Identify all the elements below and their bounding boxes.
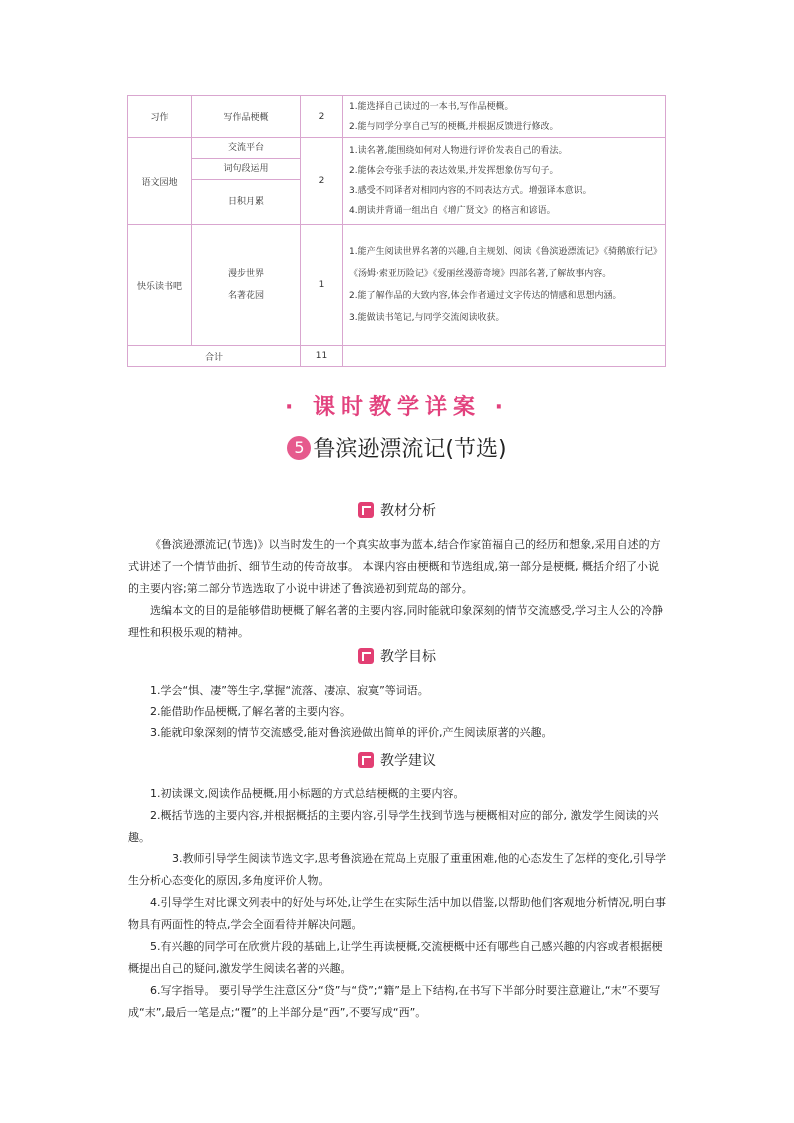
goal-line: 1.能产生阅读世界名著的兴趣,自主规划、阅读《鲁滨逊漂流记》《骑鹅旅行记》《汤姆·索亚历险记》《爱丽丝漫游奇境》四部名著,了解故事内容。 [349, 247, 658, 279]
goals-cell [343, 225, 666, 346]
content-cell: 写作品梗概 [192, 96, 301, 138]
content-cell [192, 138, 301, 225]
analysis-paragraph: 《鲁滨逊漂流记(节选)》以当时发生的一个真实故事为蓝本,结合作家笛福自己的经历和想象,采用自述的方式讲述了一个情节曲折、细节生动的传奇故事。 本课内容由梗概和节选组成,第一部分是梗概, 概括介绍了小说的主要内容;第二部分节选选取了小说中讲述了鲁滨逊初到荒岛的部分。 [128, 538, 661, 595]
table-row [128, 138, 666, 225]
goal-item: 3.能就印象深刻的情节交流感受,能对鲁滨逊做出简单的评价,产生阅读原著的兴趣。 [150, 726, 553, 739]
goal-line: 1.能选择自己读过的一本书,写作品梗概。 [349, 101, 514, 112]
table-row [128, 96, 666, 138]
total-hours: 11 [301, 346, 343, 367]
hours-cell: 2 [301, 138, 343, 225]
suggestion-item: 4.引导学生对比课文列表中的好处与坏处,让学生在实际生活中加以借鉴,以帮助他们客观地分析情况,明白事物具有两面性的特点,学会全面看待并解决问题。 [128, 896, 666, 931]
goal-line: 2.能与同学分享自己写的梗概,并根据反馈进行修改。 [349, 121, 559, 132]
total-label: 合计 [128, 346, 301, 367]
unit-cell: 语文园地 [128, 138, 192, 225]
suggestions-heading-text: 教学建议 [380, 753, 436, 769]
analysis-heading [0, 500, 794, 520]
content-cell [192, 225, 301, 346]
analysis-paragraph: 选编本文的目的是能够借助梗概了解名著的主要内容,同时能就印象深刻的情节交流感受,学习主人公的冷静理性和积极乐观的精神。 [128, 604, 663, 639]
goal-line: 4.朗读并背诵一组出自《增广贤文》的格言和谚语。 [349, 206, 556, 216]
lesson-number-badge: 5 [287, 436, 311, 460]
suggestion-item: 2.概括节选的主要内容,并根据概括的主要内容,引导学生找到节选与梗概相对应的部分, 激发学生阅读的兴趣。 [128, 809, 659, 844]
bookmark-icon [358, 752, 374, 768]
suggestion-item: 6.写字指导。 要引导学生注意区分“贷”与“贷”;“籍”是上下结构,在书写下半部分时要注意避让,“末”不要写成“末”,最后一笔是点;“覆”的上半部分是“西”,不要写成“西”。 [128, 984, 661, 1019]
lesson-title [0, 432, 794, 463]
goal-line: 3.能做读书笔记,与同学交流阅读收获。 [349, 313, 505, 323]
suggestion-item: 5.有兴趣的同学可在欣赏片段的基础上,让学生再读梗概,交流梗概中还有哪些自己感兴趣的内容或者根据梗概提出自己的疑问,激发学生阅读名著的兴趣。 [128, 940, 663, 975]
table-row [128, 225, 666, 346]
analysis-heading-text: 教材分析 [380, 503, 436, 519]
bookmark-icon [358, 502, 374, 518]
table-total-row [128, 346, 666, 367]
goal-item: 1.学会“惧、凄”等生字,掌握“流落、凄凉、寂寞”等词语。 [150, 684, 429, 697]
suggestion-item: 1.初读课文,阅读作品梗概,用小标题的方式总结梗概的主要内容。 [150, 787, 465, 800]
unit-cell: 习作 [128, 96, 192, 138]
goal-item: 2.能借助作品梗概,了解名著的主要内容。 [150, 705, 351, 718]
empty-cell [343, 346, 666, 367]
goals-heading-text: 教学目标 [380, 649, 436, 665]
goals-heading [0, 646, 794, 666]
content-item: 漫步世界 [227, 269, 264, 279]
goal-line: 3.感受不同译者对相同内容的不同表达方式。增强译本意识。 [349, 186, 592, 196]
suggestions-heading [0, 750, 794, 770]
bookmark-icon [358, 648, 374, 664]
content-item: 交流平台 [192, 138, 300, 159]
hours-cell: 1 [301, 225, 343, 346]
suggestion-item: 3.教师引导学生阅读节选文字,思考鲁滨逊在荒岛上克服了重重困难,他的心态发生了怎样的变化,引导学生分析心态变化的原因,多角度评价人物。 [128, 852, 666, 887]
unit-cell: 快乐读书吧 [128, 225, 192, 346]
goal-line: 1.读名著,能围绕如何对人物进行评价发表自己的看法。 [349, 146, 568, 156]
content-item: 日积月累 [227, 197, 264, 207]
section-banner: · 课时教学详案 · [284, 395, 510, 420]
goals-cell [343, 138, 666, 225]
content-item: 词句段运用 [192, 159, 300, 180]
goal-line: 2.能体会夸张手法的表达效果,并发挥想象仿写句子。 [349, 166, 559, 176]
content-item: 名著花园 [227, 291, 264, 301]
unit-plan-table [127, 95, 666, 367]
goals-cell [343, 96, 666, 138]
lesson-title-text: 鲁滨逊漂流记(节选) [313, 437, 507, 462]
hours-cell: 2 [301, 96, 343, 138]
goal-line: 2.能了解作品的大致内容,体会作者通过文字传达的情感和思想内涵。 [349, 291, 622, 301]
